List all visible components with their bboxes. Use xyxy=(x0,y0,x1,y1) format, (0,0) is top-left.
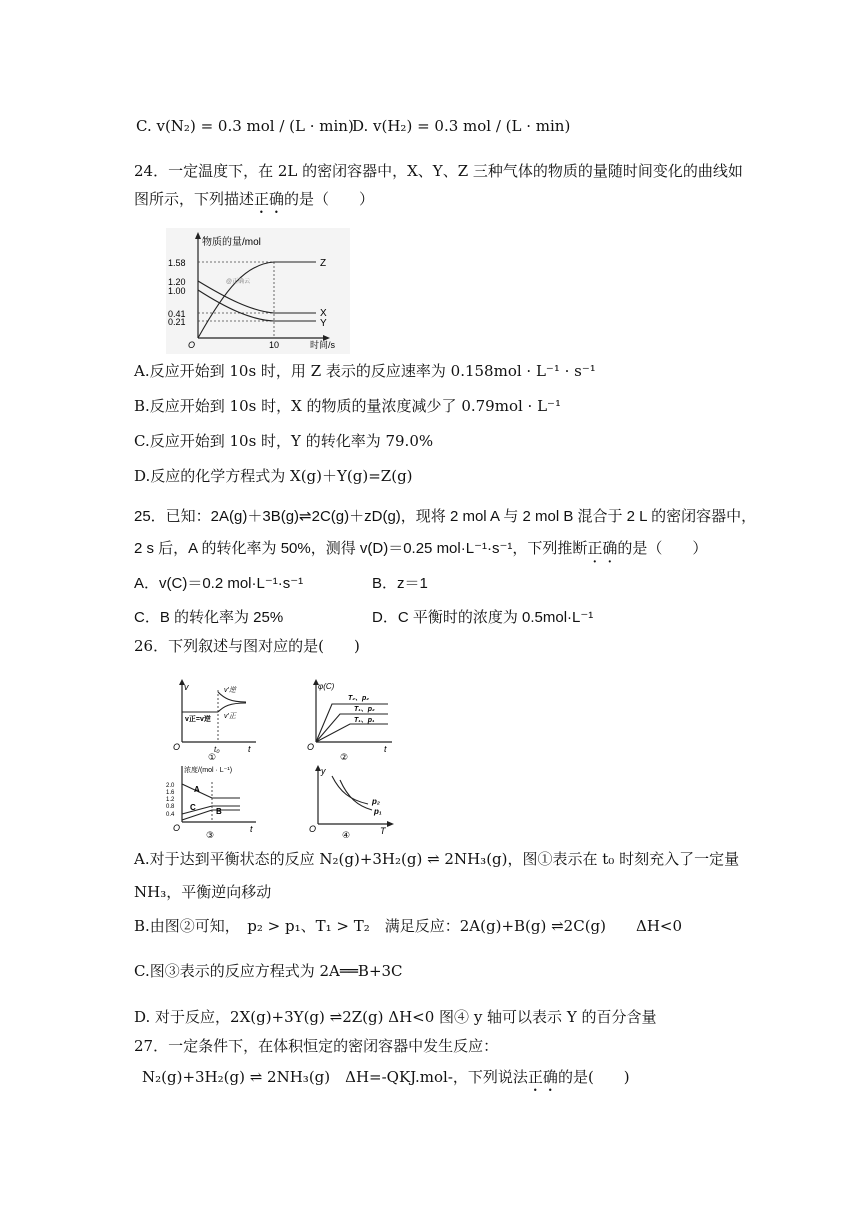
figure-number: ④ xyxy=(342,830,351,840)
option-d: D.反应的化学方程式为 X(g)＋Y(g)=Z(g) xyxy=(134,467,413,485)
y-tick: 1.6 xyxy=(166,790,175,796)
emphasis-text: 正确 xyxy=(587,540,618,557)
question-27-stem: 27．一定条件下，在体积恒定的密闭容器中发生反应： xyxy=(134,1037,499,1055)
y-axis-label: y xyxy=(321,766,326,776)
origin-label: O xyxy=(307,742,315,752)
y-tick: 0.8 xyxy=(166,804,175,810)
option-a-cont: NH₃，平衡逆向移动 xyxy=(134,883,272,901)
option-a: A．v(C)＝0.2 mol·L⁻¹·s⁻¹ xyxy=(134,575,304,592)
y-axis-label: 浓度/(mol · L⁻¹) xyxy=(184,767,233,774)
x-axis-label: 时间/s xyxy=(310,340,336,350)
t0-label: t₀ xyxy=(214,745,220,754)
curve-label: v′逆 xyxy=(224,687,236,694)
curve-label: v′正 xyxy=(224,713,236,720)
y-tick: 2.0 xyxy=(166,783,175,789)
option-a: A.对于达到平衡状态的反应 N₂(g)+3H₂(g) ⇌ 2NH₃(g)，图①表示在 t₀ 时刻充入了一定量 xyxy=(134,850,740,868)
question-25-stem-line2: 2 s 后，A 的转化率为 50%，测得 v(D)＝0.25 mol·L⁻¹·s⁻¹，下列推断正确的是（ ） xyxy=(134,540,708,557)
option-d: D. 对于反应，2X(g)+3Y(g) ⇌2Z(g) ΔH<0 图④ y 轴可以表示 Y 的百分含量 xyxy=(134,1008,657,1026)
x-axis-label: T xyxy=(380,826,386,836)
x-tick: 10 xyxy=(269,340,280,350)
x-axis-label: t xyxy=(250,824,253,834)
curve-label: T₁、p₁ xyxy=(354,717,375,724)
x-axis-label: t xyxy=(248,744,251,754)
origin-label: O xyxy=(173,742,181,752)
question-27-reaction: N₂(g)+3H₂(g) ⇌ 2NH₃(g) ΔH=-QKJ.mol-，下列说法正确的是( ) xyxy=(142,1068,630,1086)
y-axis-label: φ(C) xyxy=(318,682,335,691)
option-d: D．C 平衡时的浓度为 0.5mol·L⁻¹ xyxy=(372,609,594,626)
question-26-stem: 26．下列叙述与图对应的是( ) xyxy=(134,637,360,655)
y-tick: 1.58 xyxy=(168,258,186,268)
option-c: C．B 的转化率为 25% xyxy=(134,609,284,626)
y-tick: 0.21 xyxy=(168,317,186,327)
option-b: B.反应开始到 10s 时，X 的物质的量浓度减少了 0.79mol · L⁻¹ xyxy=(134,397,561,415)
curve-label: A xyxy=(194,785,200,794)
curve-label: T₂、p₂ xyxy=(348,695,369,702)
figure-number: ② xyxy=(340,752,349,762)
y-tick: 0.41 xyxy=(168,309,186,319)
curve-label: C xyxy=(190,803,196,812)
y-tick: 1.00 xyxy=(168,286,186,296)
watermark: @正确云 xyxy=(226,279,251,285)
graph-1 xyxy=(168,676,260,762)
y-tick: 0.4 xyxy=(166,812,175,818)
curve-label: p₂ xyxy=(372,797,380,806)
graph-3 xyxy=(166,762,262,840)
option-b: B.由图②可知， p₂ > p₁、T₁ > T₂ 满足反应：2A(g)+B(g) ⇌2C(g) ΔH<0 xyxy=(134,917,683,935)
option-c: C.反应开始到 10s 时，Y 的转化率为 79.0% xyxy=(134,432,434,450)
question-24-stem: 24．一定温度下，在 2L 的密闭容器中，X、Y、Z 三种气体的物质的量随时间变化的曲线如 xyxy=(134,162,743,180)
curve-label: Y xyxy=(320,318,327,329)
curve-label: T₁、p₂ xyxy=(354,706,375,713)
question-25-stem: 25．已知：2A(g)＋3B(g)⇌2C(g)＋zD(g)，现将 2 mol A 与 2 mol B 混合于 2 L 的密闭容器中， xyxy=(134,508,757,525)
curve-label: p₁ xyxy=(374,807,382,816)
question-24-stem-line2: 图所示，下列描述正确的是（ ） xyxy=(134,190,375,208)
y-axis-label: 物质的量/mol xyxy=(202,237,261,248)
x-axis-label: t xyxy=(384,744,387,754)
graph-2 xyxy=(304,676,398,762)
origin-label: O xyxy=(173,823,181,833)
figure-number: ③ xyxy=(206,830,215,840)
figure-number: ① xyxy=(208,752,217,762)
y-axis-label: v xyxy=(184,682,189,692)
curve-label: X xyxy=(320,308,327,319)
graph-q24 xyxy=(166,228,350,354)
equal-rate-label: v正=v逆 xyxy=(185,716,211,723)
curve-label: Z xyxy=(320,258,327,269)
y-tick: 1.2 xyxy=(166,797,175,803)
emphasis-text: 正确 xyxy=(527,1068,558,1086)
option-c: C.图③表示的反应方程式为 2A══B+3C xyxy=(134,962,403,980)
y-tick: 1.20 xyxy=(168,277,186,287)
option-a: A.反应开始到 10s 时，用 Z 表示的反应速率为 0.158mol · L⁻¹ · s⁻¹ xyxy=(134,362,596,380)
graph-4 xyxy=(306,762,398,840)
option-c: C. v(N₂) = 0.3 mol / (L · min) xyxy=(136,117,354,135)
option-b: B．z＝1 xyxy=(372,575,428,592)
curve-label: B xyxy=(216,807,222,816)
origin-label: O xyxy=(309,824,317,834)
option-d: D. v(H₂) = 0.3 mol / (L · min) xyxy=(352,117,571,135)
emphasis-text: 正确 xyxy=(254,190,285,208)
origin-label: O xyxy=(188,340,196,350)
